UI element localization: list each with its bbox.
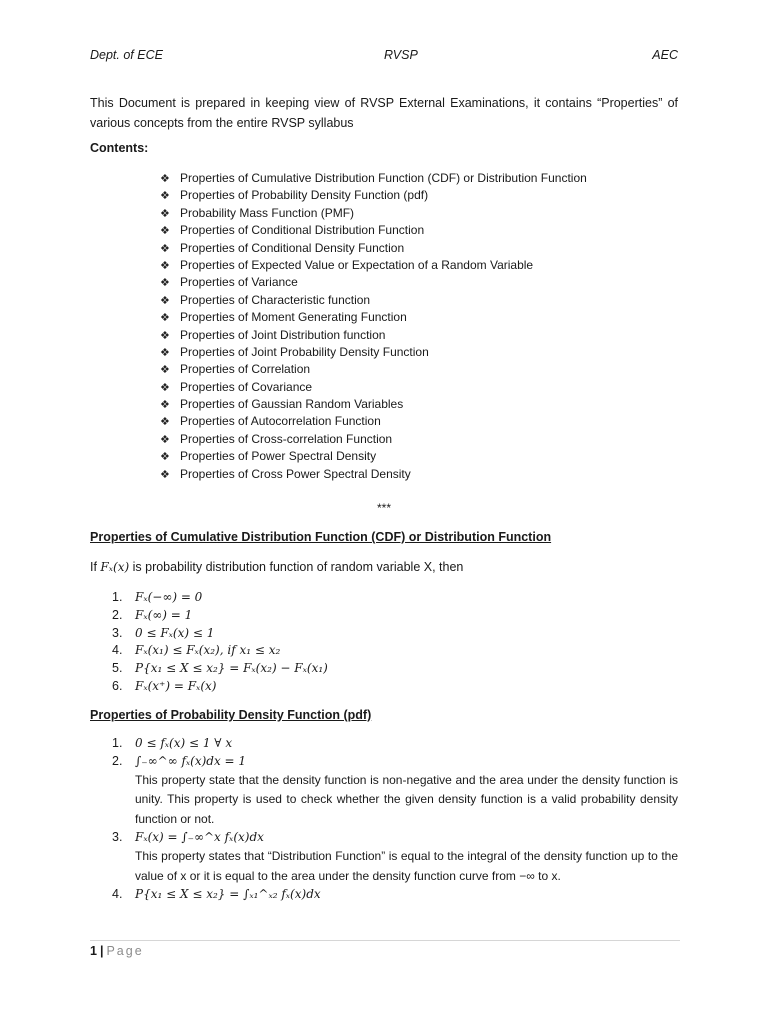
diamond-bullet-icon: ❖ xyxy=(160,242,170,255)
diamond-bullet-icon: ❖ xyxy=(160,259,170,272)
list-item: ❖ Properties of Joint Distribution function xyxy=(160,327,587,344)
list-item: ❖ Properties of Conditional Density Function xyxy=(160,240,587,257)
list-item: ❖ Properties of Covariance xyxy=(160,379,587,396)
list-item: ❖ Properties of Variance xyxy=(160,274,587,291)
list-item: 2. Fₓ(∞) = 1 xyxy=(112,607,193,622)
list-item: ❖ Properties of Cumulative Distribution Function (CDF) or Distribution Function xyxy=(160,170,587,187)
footer-divider xyxy=(90,940,680,941)
list-item: ❖ Properties of Joint Probability Density Function xyxy=(160,344,587,361)
header-subject: RVSP xyxy=(384,48,418,62)
diamond-bullet-icon: ❖ xyxy=(160,207,170,220)
list-item: ❖ Properties of Characteristic function xyxy=(160,292,587,309)
list-item: ❖ Properties of Probability Density Function (pdf) xyxy=(160,187,587,204)
pdf-properties-list xyxy=(112,735,678,904)
section-title-pdf: Properties of Probability Density Function (pdf) xyxy=(90,708,372,722)
diamond-bullet-icon: ❖ xyxy=(160,294,170,307)
diamond-bullet-icon: ❖ xyxy=(160,433,170,446)
diamond-bullet-icon: ❖ xyxy=(160,312,170,325)
diamond-bullet-icon: ❖ xyxy=(160,173,170,185)
list-item: 4. P{x₁ ≤ X ≤ x₂} = ∫ₓ₁^ₓ₂ fₓ(x)dx xyxy=(112,887,321,902)
list-item: ❖ Properties of Autocorrelation Function xyxy=(160,413,587,430)
cdf-intro: If Fₓ(x) is probability distribution function of random variable X, then xyxy=(90,560,464,574)
list-item: ❖ Properties of Correlation xyxy=(160,361,587,378)
diamond-bullet-icon: ❖ xyxy=(160,225,170,238)
diamond-bullet-icon: ❖ xyxy=(160,329,170,342)
list-item: ❖ Properties of Expected Value or Expectation of a Random Variable xyxy=(160,257,587,274)
header-dept: Dept. of ECE xyxy=(90,48,163,62)
diamond-bullet-icon: ❖ xyxy=(160,364,170,377)
diamond-bullet-icon: ❖ xyxy=(160,346,170,359)
list-item: ❖ Properties of Power Spectral Density xyxy=(160,448,587,465)
diamond-bullet-icon: ❖ xyxy=(160,468,170,481)
intro-paragraph: This Document is prepared in keeping view of RVSP External Examinations, it contains “Properties” of various concepts from the entire RVSP syllabus xyxy=(90,96,678,130)
diamond-bullet-icon: ❖ xyxy=(160,190,170,203)
contents-heading: Contents: xyxy=(90,141,149,155)
property-explanation: This property state that the density function is non-negative and the area under the density function is unity. This property is used to check whether the given density function is a valid probability density function or not. xyxy=(135,772,678,826)
diamond-bullet-icon: ❖ xyxy=(160,416,170,429)
diamond-bullet-icon: ❖ xyxy=(160,381,170,394)
list-item: 1. 0 ≤ fₓ(x) ≤ 1 ∀ x xyxy=(112,736,233,750)
contents-list xyxy=(160,170,587,483)
diamond-bullet-icon: ❖ xyxy=(160,399,170,412)
header-college: AEC xyxy=(652,48,678,62)
section-title-cdf: Properties of Cumulative Distribution Function (CDF) or Distribution Function xyxy=(90,530,552,544)
page-label: Page xyxy=(106,944,144,958)
list-item: ❖ Properties of Cross-correlation Function xyxy=(160,431,587,448)
section-separator: *** xyxy=(376,501,392,515)
list-item: 2. ∫₋∞^∞ fₓ(x)dx = 1 This property state that the density function is non-negative and the area under the density function is unity. This property is used to check whether the given density function is a valid probability density function or not. xyxy=(112,753,678,830)
diamond-bullet-icon: ❖ xyxy=(160,277,170,290)
diamond-bullet-icon: ❖ xyxy=(160,451,170,464)
list-item: 6. Fₓ(x⁺) = Fₓ(x) xyxy=(112,678,217,693)
list-item: 1. Fₓ(−∞) = 0 xyxy=(112,590,203,604)
list-item: 3. 0 ≤ Fₓ(x) ≤ 1 xyxy=(112,625,215,640)
cdf-properties-list xyxy=(112,589,328,696)
page-footer: 1 | Page xyxy=(90,944,144,958)
list-item: 3. Fₓ(x) = ∫₋∞^x fₓ(x)dx This property states that “Distribution Function” is equal to the integral of the density function up to the value of x or it is equal to the area under the density function curve from −∞ to x. xyxy=(112,829,678,886)
list-item: ❖ Properties of Conditional Distribution Function xyxy=(160,222,587,239)
list-item: ❖ Properties of Moment Generating Function xyxy=(160,309,587,326)
list-item: ❖ Probability Mass Function (PMF) xyxy=(160,205,587,222)
property-explanation: This property states that “Distribution Function” is equal to the integral of the density function up to the value of x or it is equal to the area under the density function curve from −∞ to x. xyxy=(135,849,678,883)
list-item: 4. Fₓ(x₁) ≤ Fₓ(x₂), if x₁ ≤ x₂ xyxy=(112,643,281,658)
list-item: 5. P{x₁ ≤ X ≤ x₂} = Fₓ(x₂) − Fₓ(x₁) xyxy=(112,661,328,676)
list-item: ❖ Properties of Cross Power Spectral Density xyxy=(160,466,587,483)
page-number: 1 xyxy=(90,944,97,958)
list-item: ❖ Properties of Gaussian Random Variables xyxy=(160,396,587,413)
